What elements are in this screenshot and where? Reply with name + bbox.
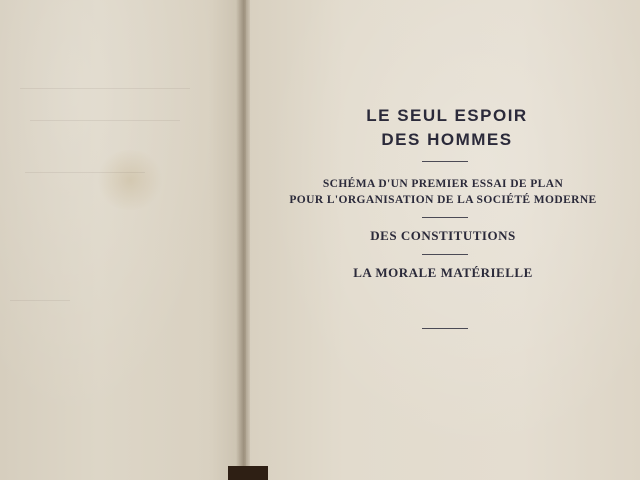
- divider-rule: [422, 161, 468, 162]
- divider-rule: [422, 254, 468, 255]
- left-page: [0, 0, 246, 480]
- book-gutter: [236, 0, 250, 480]
- show-through-line: [10, 300, 70, 301]
- book-title-line-2: DES HOMMES: [381, 130, 513, 149]
- title-page-content: [246, 104, 640, 329]
- book-title-line-1: LE SEUL ESPOIR: [366, 106, 528, 125]
- show-through-line: [20, 88, 190, 89]
- right-page: [246, 0, 640, 480]
- divider-rule: [422, 217, 468, 218]
- section-constitutions: DES CONSTITUTIONS: [370, 228, 516, 243]
- subtitle-line-1: SCHÉMA D'UN PREMIER ESSAI DE PLAN: [322, 178, 564, 190]
- divider-rule: [422, 328, 468, 329]
- section-morale-materielle: LA MORALE MATÉRIELLE: [353, 265, 533, 280]
- show-through-line: [30, 120, 180, 121]
- subtitle-line-2: POUR L'ORGANISATION DE LA SOCIÉTÉ MODERNE: [289, 194, 597, 206]
- show-through-line: [25, 172, 145, 173]
- paper-stain: [95, 150, 165, 210]
- book-binding-edge: [228, 466, 268, 480]
